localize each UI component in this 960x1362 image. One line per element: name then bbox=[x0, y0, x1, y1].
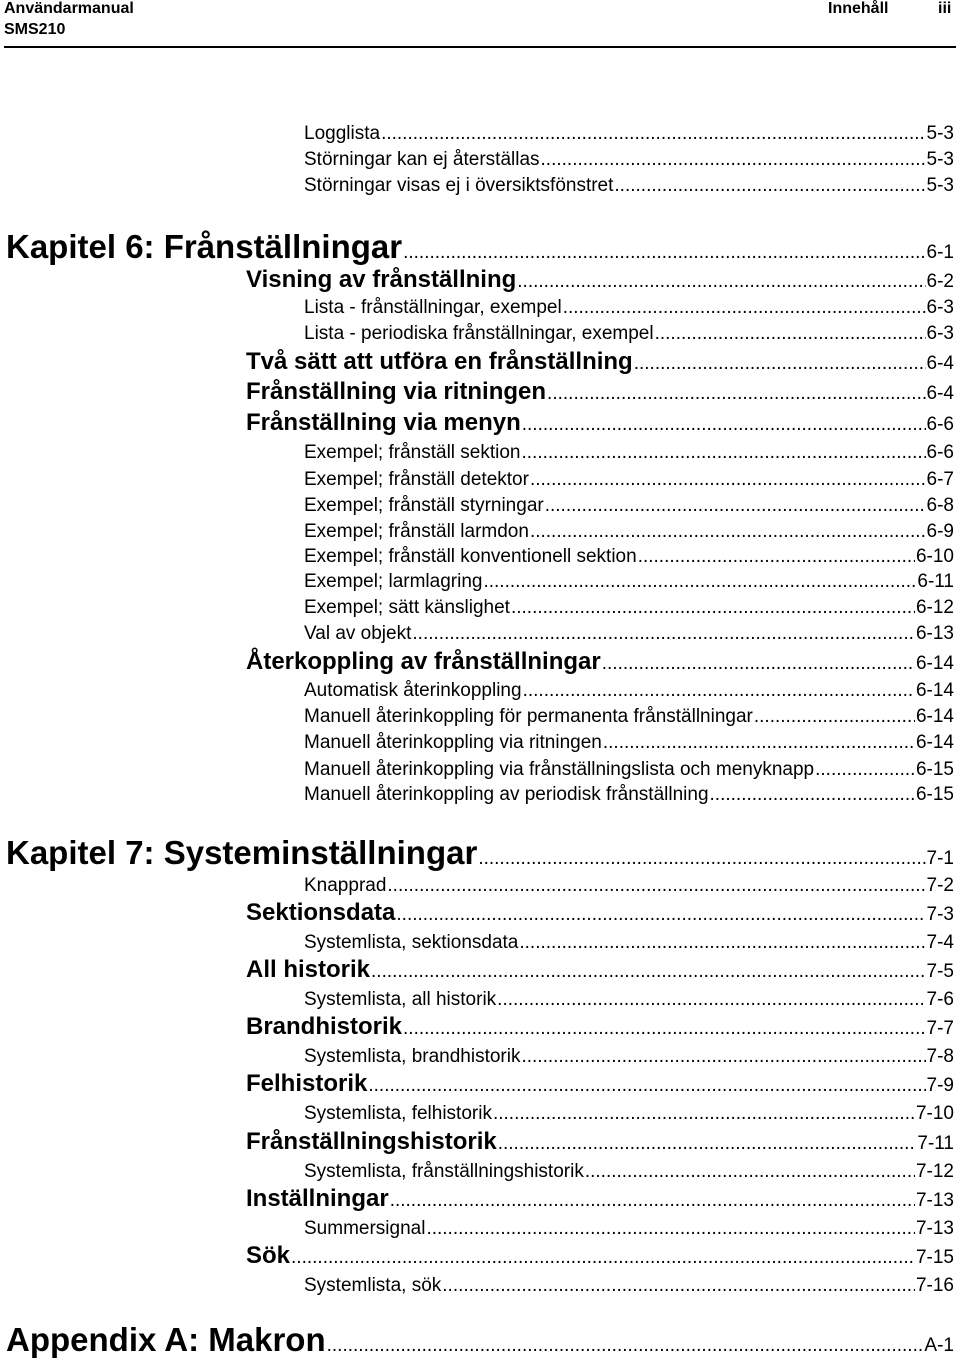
dot-leader bbox=[493, 1103, 915, 1125]
toc-entry-page: 6-1 bbox=[926, 242, 954, 263]
toc-entry[interactable] bbox=[304, 597, 954, 619]
dot-leader bbox=[634, 353, 926, 375]
toc-entry-title: All historik bbox=[246, 956, 371, 983]
toc-entry[interactable] bbox=[304, 323, 954, 345]
toc-entry-title: Automatisk återinkoppling bbox=[304, 680, 522, 701]
toc-entry-page: 7-4 bbox=[926, 932, 954, 953]
toc-entry-page: 6-7 bbox=[926, 469, 954, 490]
toc-entry-page: 7-6 bbox=[926, 989, 954, 1010]
toc-entry-page: 7-1 bbox=[926, 848, 954, 869]
toc-entry-title: Frånställning via menyn bbox=[246, 409, 521, 436]
dot-leader bbox=[381, 123, 925, 145]
toc-entry-title: Kapitel 6: Frånställningar bbox=[6, 228, 403, 265]
dot-leader bbox=[517, 271, 925, 293]
dot-leader bbox=[521, 1046, 925, 1068]
dot-leader bbox=[602, 653, 915, 675]
toc-entry-page: 5-3 bbox=[926, 123, 954, 144]
toc-entry-title: Frånställning via ritningen bbox=[246, 378, 547, 405]
toc-entry[interactable] bbox=[6, 1321, 954, 1359]
dot-leader bbox=[547, 383, 925, 405]
toc-entry-page: 6-14 bbox=[915, 653, 954, 674]
toc-entry-page: 7-13 bbox=[915, 1218, 954, 1239]
toc-entry[interactable] bbox=[304, 989, 954, 1011]
toc-entry-title: Frånställningshistorik bbox=[246, 1128, 497, 1155]
toc-entry-title: Lista - periodiska frånställningar, exempel bbox=[304, 323, 654, 344]
toc-entry[interactable] bbox=[246, 378, 954, 406]
toc-entry-title: Val av objekt bbox=[304, 623, 412, 644]
toc-entry-page: 6-3 bbox=[926, 323, 954, 344]
dot-leader bbox=[545, 495, 926, 517]
toc-entry-page: 7-8 bbox=[926, 1046, 954, 1067]
dot-leader bbox=[478, 848, 925, 870]
toc-entry-page: 6-11 bbox=[917, 571, 954, 592]
toc-entry-page: 5-3 bbox=[926, 175, 954, 196]
toc-entry-page: 7-2 bbox=[926, 875, 954, 896]
toc-entry-title: Exempel; frånställ styrningar bbox=[304, 495, 544, 516]
toc-entry-title: Återkoppling av frånställningar bbox=[246, 648, 601, 675]
toc-entry[interactable] bbox=[6, 228, 954, 266]
dot-leader bbox=[655, 323, 926, 345]
dot-leader bbox=[530, 521, 926, 543]
dot-leader bbox=[614, 175, 925, 197]
dot-leader bbox=[483, 571, 916, 593]
toc-entry-title: Sök bbox=[246, 1242, 291, 1269]
toc-entry-title: Störningar visas ej i översiktsfönstret bbox=[304, 175, 614, 196]
toc-entry-title: Sektionsdata bbox=[246, 899, 396, 926]
toc-entry[interactable] bbox=[304, 442, 954, 464]
toc-entry-page: 6-4 bbox=[926, 353, 954, 374]
toc-entry-page: 6-15 bbox=[915, 784, 954, 805]
toc-entry-title: Två sätt att utföra en frånställning bbox=[246, 348, 633, 375]
toc-entry-title: Summersignal bbox=[304, 1218, 426, 1239]
dot-leader bbox=[412, 623, 915, 645]
dot-leader bbox=[523, 680, 915, 702]
toc-entry-page: 6-8 bbox=[926, 495, 954, 516]
toc-entry[interactable] bbox=[246, 409, 954, 437]
toc-entry-page: 7-16 bbox=[915, 1275, 954, 1296]
toc-entry[interactable] bbox=[304, 149, 954, 171]
toc-entry[interactable] bbox=[304, 495, 954, 517]
manual-title: Användarmanual bbox=[4, 0, 134, 17]
dot-leader bbox=[390, 1190, 915, 1212]
dot-leader bbox=[442, 1275, 915, 1297]
toc-entry-page: 6-15 bbox=[915, 759, 954, 780]
toc-entry-title: Systemlista, sök bbox=[304, 1275, 442, 1296]
toc-entry-title: Manuell återinkoppling via frånställningslista och menyknapp bbox=[304, 759, 815, 780]
toc-entry-page: 5-3 bbox=[926, 149, 954, 170]
toc-entry[interactable] bbox=[304, 546, 954, 568]
toc-entry-title: Systemlista, felhistorik bbox=[304, 1103, 492, 1124]
product-code: SMS210 bbox=[4, 21, 66, 38]
toc-entry-title: Störningar kan ej återställas bbox=[304, 149, 540, 170]
dot-leader bbox=[426, 1218, 915, 1240]
toc-entry[interactable] bbox=[304, 706, 954, 728]
toc-entry-title: Knapprad bbox=[304, 875, 387, 896]
toc-entry-title: Exempel; larmlagring bbox=[304, 571, 483, 592]
toc-entry[interactable] bbox=[246, 1070, 954, 1098]
toc-entry[interactable] bbox=[304, 875, 954, 897]
dot-leader bbox=[368, 1075, 925, 1097]
toc-entry[interactable] bbox=[304, 297, 954, 319]
dot-leader bbox=[396, 904, 925, 926]
toc-entry[interactable] bbox=[304, 1161, 954, 1183]
toc-entry-page: 6-14 bbox=[915, 706, 954, 727]
toc-entry-title: Manuell återinkoppling via ritningen bbox=[304, 732, 602, 753]
toc-entry-page: 6-6 bbox=[926, 442, 954, 463]
dot-leader bbox=[498, 1133, 917, 1155]
toc-entry[interactable] bbox=[304, 175, 954, 197]
toc-entry[interactable] bbox=[304, 1275, 954, 1297]
toc-entry[interactable] bbox=[304, 932, 954, 954]
section-title: Innehåll bbox=[828, 0, 889, 17]
dot-leader bbox=[519, 932, 925, 954]
toc-entry-title: Kapitel 7: Systeminställningar bbox=[6, 834, 478, 871]
dot-leader bbox=[638, 546, 915, 568]
toc-entry[interactable] bbox=[246, 1013, 954, 1041]
toc-entry-title: Inställningar bbox=[246, 1185, 389, 1212]
toc-entry-title: Brandhistorik bbox=[246, 1013, 403, 1040]
toc-entry-page: 6-2 bbox=[926, 271, 954, 292]
toc-entry-title: Manuell återinkoppling av periodisk frånställning bbox=[304, 784, 709, 805]
toc-entry[interactable] bbox=[246, 1128, 954, 1156]
toc-entry-page: 6-4 bbox=[926, 383, 954, 404]
toc-entry[interactable] bbox=[304, 784, 954, 806]
dot-leader bbox=[530, 469, 926, 491]
dot-leader bbox=[585, 1161, 915, 1183]
toc-entry-page: 6-9 bbox=[926, 521, 954, 542]
toc-entry-page: 6-6 bbox=[926, 414, 954, 435]
toc-entry-page: A-1 bbox=[924, 1335, 954, 1356]
toc-entry[interactable] bbox=[246, 348, 954, 376]
toc-entry-title: Exempel; frånställ sektion bbox=[304, 442, 521, 463]
dot-leader bbox=[522, 442, 926, 464]
toc-entry-page: 6-10 bbox=[915, 546, 954, 567]
toc-entry-page: 6-3 bbox=[926, 297, 954, 318]
toc-entry-title: Lista - frånställningar, exempel bbox=[304, 297, 562, 318]
toc-entry[interactable] bbox=[246, 899, 954, 927]
dot-leader bbox=[327, 1335, 924, 1357]
toc-entry-page: 7-13 bbox=[915, 1190, 954, 1211]
toc-entry-title: Manuell återinkoppling för permanenta frånställningar bbox=[304, 706, 753, 727]
toc-entry-title: Systemlista, brandhistorik bbox=[304, 1046, 521, 1067]
toc-entry-page: 7-3 bbox=[926, 904, 954, 925]
dot-leader bbox=[497, 989, 925, 1011]
toc-entry-page: 6-13 bbox=[915, 623, 954, 644]
dot-leader bbox=[403, 242, 925, 264]
toc-entry[interactable] bbox=[304, 732, 954, 754]
dot-leader bbox=[291, 1247, 915, 1269]
toc-entry-page: 7-15 bbox=[915, 1247, 954, 1268]
dot-leader bbox=[815, 759, 915, 781]
toc-entry[interactable] bbox=[304, 759, 954, 781]
toc-entry[interactable] bbox=[304, 1046, 954, 1068]
toc-entry-title: Appendix A: Makron bbox=[6, 1321, 326, 1358]
toc-entry[interactable] bbox=[246, 1242, 954, 1270]
toc-entry[interactable] bbox=[304, 123, 954, 145]
toc-entry[interactable] bbox=[6, 834, 954, 872]
toc-entry-title: Exempel; frånställ konventionell sektion bbox=[304, 546, 637, 567]
dot-leader bbox=[563, 297, 926, 319]
toc-entry[interactable] bbox=[246, 1185, 954, 1213]
dot-leader bbox=[387, 875, 925, 897]
toc-entry-title: Visning av frånställning bbox=[246, 266, 517, 293]
dot-leader bbox=[371, 961, 926, 983]
dot-leader bbox=[403, 1018, 926, 1040]
toc-entry-page: 6-12 bbox=[915, 597, 954, 618]
toc-entry-page: 7-5 bbox=[926, 961, 954, 982]
toc-entry-title: Logglista bbox=[304, 123, 381, 144]
page-number: iii bbox=[938, 0, 952, 17]
toc-entry[interactable] bbox=[246, 956, 954, 984]
toc-entry-title: Exempel; frånställ detektor bbox=[304, 469, 529, 490]
toc-entry-title: Exempel; frånställ larmdon bbox=[304, 521, 529, 542]
dot-leader bbox=[541, 149, 926, 171]
toc-entry[interactable] bbox=[304, 680, 954, 702]
toc-entry[interactable] bbox=[304, 469, 954, 491]
toc-entry-page: 7-9 bbox=[926, 1075, 954, 1096]
dot-leader bbox=[522, 414, 926, 436]
toc-entry-title: Felhistorik bbox=[246, 1070, 368, 1097]
toc-entry[interactable] bbox=[304, 521, 954, 543]
toc-entry[interactable] bbox=[304, 1103, 954, 1125]
toc-entry-page: 7-12 bbox=[915, 1161, 954, 1182]
toc-entry-page: 7-11 bbox=[917, 1133, 954, 1154]
toc-entry-page: 6-14 bbox=[915, 732, 954, 753]
toc-entry-page: 7-7 bbox=[926, 1018, 954, 1039]
dot-leader bbox=[754, 706, 915, 728]
toc-entry-page: 7-10 bbox=[915, 1103, 954, 1124]
toc-entry[interactable] bbox=[246, 266, 954, 294]
toc-entry[interactable] bbox=[304, 623, 954, 645]
toc-entry-page: 6-14 bbox=[915, 680, 954, 701]
toc-entry-title: Systemlista, frånställningshistorik bbox=[304, 1161, 584, 1182]
toc-entry[interactable] bbox=[246, 648, 954, 676]
toc-entry-title: Systemlista, all historik bbox=[304, 989, 497, 1010]
dot-leader bbox=[710, 784, 915, 806]
toc-entry[interactable] bbox=[304, 571, 954, 593]
toc-entry-title: Systemlista, sektionsdata bbox=[304, 932, 519, 953]
toc-entry[interactable] bbox=[304, 1218, 954, 1240]
dot-leader bbox=[603, 732, 915, 754]
toc-entry-title: Exempel; sätt känslighet bbox=[304, 597, 510, 618]
dot-leader bbox=[511, 597, 915, 619]
